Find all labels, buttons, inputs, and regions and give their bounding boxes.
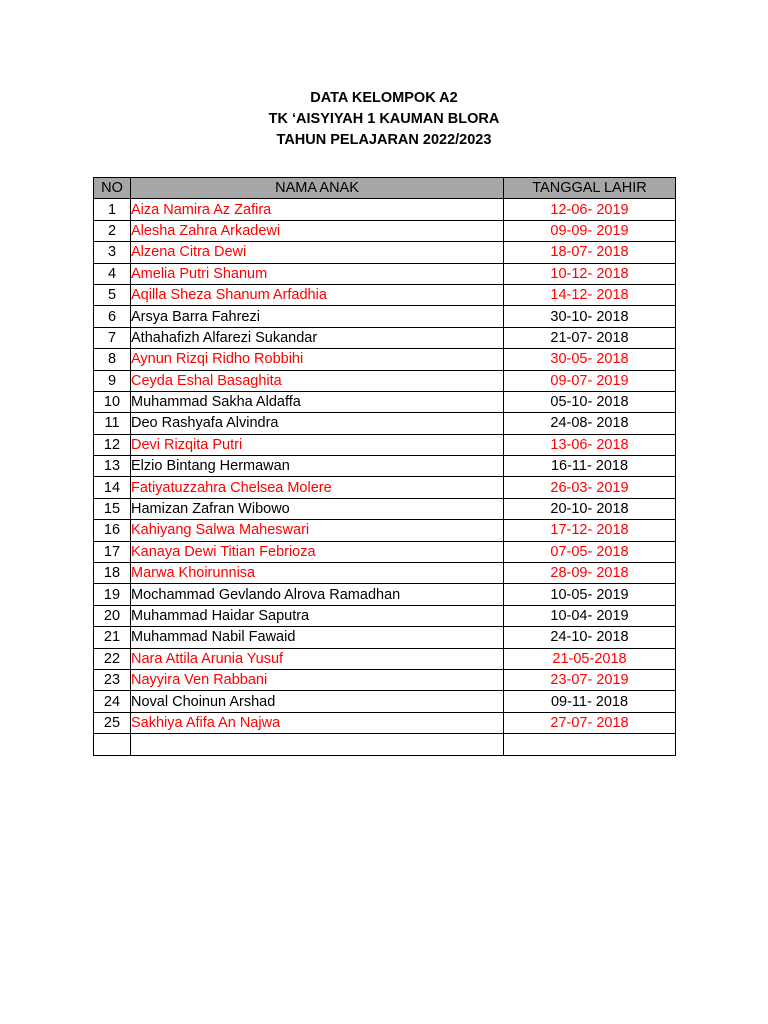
student-name: Deo Rashyafa Alvindra bbox=[131, 413, 504, 434]
row-number: 5 bbox=[94, 284, 131, 305]
table-row bbox=[94, 520, 676, 541]
student-name: Mochammad Gevlando Alrova Ramadhan bbox=[131, 584, 504, 605]
table-row bbox=[94, 263, 676, 284]
student-name: Kanaya Dewi Titian Febrioza bbox=[131, 541, 504, 562]
table-row bbox=[94, 627, 676, 648]
row-number: 10 bbox=[94, 391, 131, 412]
row-number: 20 bbox=[94, 605, 131, 626]
row-number: 13 bbox=[94, 456, 131, 477]
row-number: 17 bbox=[94, 541, 131, 562]
birth-date: 24-08- 2018 bbox=[504, 413, 676, 434]
row-number: 6 bbox=[94, 306, 131, 327]
row-number: 4 bbox=[94, 263, 131, 284]
student-name: Aqilla Sheza Shanum Arfadhia bbox=[131, 284, 504, 305]
row-number: 15 bbox=[94, 498, 131, 519]
table-row bbox=[94, 605, 676, 626]
row-number: 11 bbox=[94, 413, 131, 434]
student-name: Alzena Citra Dewi bbox=[131, 242, 504, 263]
row-number: 16 bbox=[94, 520, 131, 541]
table-row bbox=[94, 220, 676, 241]
table-row bbox=[94, 712, 676, 733]
birth-date: 28-09- 2018 bbox=[504, 563, 676, 584]
birth-date: 27-07- 2018 bbox=[504, 712, 676, 733]
table-row bbox=[94, 199, 676, 220]
birth-date: 30-10- 2018 bbox=[504, 306, 676, 327]
birth-date: 18-07- 2018 bbox=[504, 242, 676, 263]
row-number: 23 bbox=[94, 669, 131, 690]
birth-date: 09-11- 2018 bbox=[504, 691, 676, 712]
birth-date: 20-10- 2018 bbox=[504, 498, 676, 519]
student-name: Muhammad Haidar Saputra bbox=[131, 605, 504, 626]
table-row bbox=[94, 477, 676, 498]
birth-date: 17-12- 2018 bbox=[504, 520, 676, 541]
table-row bbox=[94, 734, 676, 755]
birth-date: 10-04- 2019 bbox=[504, 605, 676, 626]
title-school-year: TAHUN PELAJARAN 2022/2023 bbox=[276, 132, 492, 148]
row-number: 7 bbox=[94, 327, 131, 348]
row-number: 18 bbox=[94, 563, 131, 584]
birth-date: 09-09- 2019 bbox=[504, 220, 676, 241]
birth-date: 23-07- 2019 bbox=[504, 669, 676, 690]
student-name: Ceyda Eshal Basaghita bbox=[131, 370, 504, 391]
student-name: Athahafizh Alfarezi Sukandar bbox=[131, 327, 504, 348]
student-name: Devi Rizqita Putri bbox=[131, 434, 504, 455]
table-row bbox=[94, 284, 676, 305]
table-row bbox=[94, 306, 676, 327]
student-name: Alesha Zahra Arkadewi bbox=[131, 220, 504, 241]
student-name: Muhammad Sakha Aldaffa bbox=[131, 391, 504, 412]
table-row bbox=[94, 648, 676, 669]
row-number: 24 bbox=[94, 691, 131, 712]
student-name: Aiza Namira Az Zafira bbox=[131, 199, 504, 220]
table-row bbox=[94, 563, 676, 584]
row-number: 9 bbox=[94, 370, 131, 391]
birth-date: 10-12- 2018 bbox=[504, 263, 676, 284]
row-number bbox=[94, 734, 131, 755]
student-name bbox=[131, 734, 504, 755]
table-row bbox=[94, 498, 676, 519]
student-name: Elzio Bintang Hermawan bbox=[131, 456, 504, 477]
student-name: Noval Choinun Arshad bbox=[131, 691, 504, 712]
student-name: Sakhiya Afifa An Najwa bbox=[131, 712, 504, 733]
birth-date: 16-11- 2018 bbox=[504, 456, 676, 477]
birth-date: 13-06- 2018 bbox=[504, 434, 676, 455]
birth-date: 12-06- 2019 bbox=[504, 199, 676, 220]
row-number: 19 bbox=[94, 584, 131, 605]
table-row bbox=[94, 349, 676, 370]
table-header-row bbox=[94, 178, 676, 199]
birth-date: 14-12- 2018 bbox=[504, 284, 676, 305]
row-number: 14 bbox=[94, 477, 131, 498]
student-name: Arsya Barra Fahrezi bbox=[131, 306, 504, 327]
birth-date: 10-05- 2019 bbox=[504, 584, 676, 605]
table-row bbox=[94, 370, 676, 391]
row-number: 1 bbox=[94, 199, 131, 220]
column-header-no: NO bbox=[94, 178, 131, 199]
title-group-name: DATA KELOMPOK A2 bbox=[310, 90, 458, 106]
row-number: 8 bbox=[94, 349, 131, 370]
row-number: 22 bbox=[94, 648, 131, 669]
birth-date: 21-05-2018 bbox=[504, 648, 676, 669]
student-name: Nayyira Ven Rabbani bbox=[131, 669, 504, 690]
table-row bbox=[94, 391, 676, 412]
student-name: Aynun Rizqi Ridho Robbihi bbox=[131, 349, 504, 370]
table-row bbox=[94, 413, 676, 434]
birth-date: 30-05- 2018 bbox=[504, 349, 676, 370]
student-table bbox=[93, 177, 676, 756]
table-row bbox=[94, 242, 676, 263]
document-title bbox=[0, 88, 768, 151]
table-row bbox=[94, 456, 676, 477]
birth-date: 09-07- 2019 bbox=[504, 370, 676, 391]
column-header-name: NAMA ANAK bbox=[131, 178, 504, 199]
row-number: 21 bbox=[94, 627, 131, 648]
table-row bbox=[94, 327, 676, 348]
title-school-name: TK ‘AISYIYAH 1 KAUMAN BLORA bbox=[268, 111, 500, 127]
student-name: Nara Attila Arunia Yusuf bbox=[131, 648, 504, 669]
row-number: 12 bbox=[94, 434, 131, 455]
table-row bbox=[94, 584, 676, 605]
student-name: Muhammad Nabil Fawaid bbox=[131, 627, 504, 648]
student-name: Fatiyatuzzahra Chelsea Molere bbox=[131, 477, 504, 498]
birth-date: 21-07- 2018 bbox=[504, 327, 676, 348]
table-row bbox=[94, 691, 676, 712]
student-name: Kahiyang Salwa Maheswari bbox=[131, 520, 504, 541]
table-body bbox=[94, 199, 676, 755]
table-row bbox=[94, 669, 676, 690]
row-number: 3 bbox=[94, 242, 131, 263]
student-name: Marwa Khoirunnisa bbox=[131, 563, 504, 584]
row-number: 2 bbox=[94, 220, 131, 241]
birth-date: 05-10- 2018 bbox=[504, 391, 676, 412]
birth-date: 07-05- 2018 bbox=[504, 541, 676, 562]
birth-date: 24-10- 2018 bbox=[504, 627, 676, 648]
student-name: Amelia Putri Shanum bbox=[131, 263, 504, 284]
birth-date bbox=[504, 734, 676, 755]
table-row bbox=[94, 541, 676, 562]
student-name: Hamizan Zafran Wibowo bbox=[131, 498, 504, 519]
birth-date: 26-03- 2019 bbox=[504, 477, 676, 498]
table-row bbox=[94, 434, 676, 455]
row-number: 25 bbox=[94, 712, 131, 733]
column-header-birthdate: TANGGAL LAHIR bbox=[504, 178, 676, 199]
